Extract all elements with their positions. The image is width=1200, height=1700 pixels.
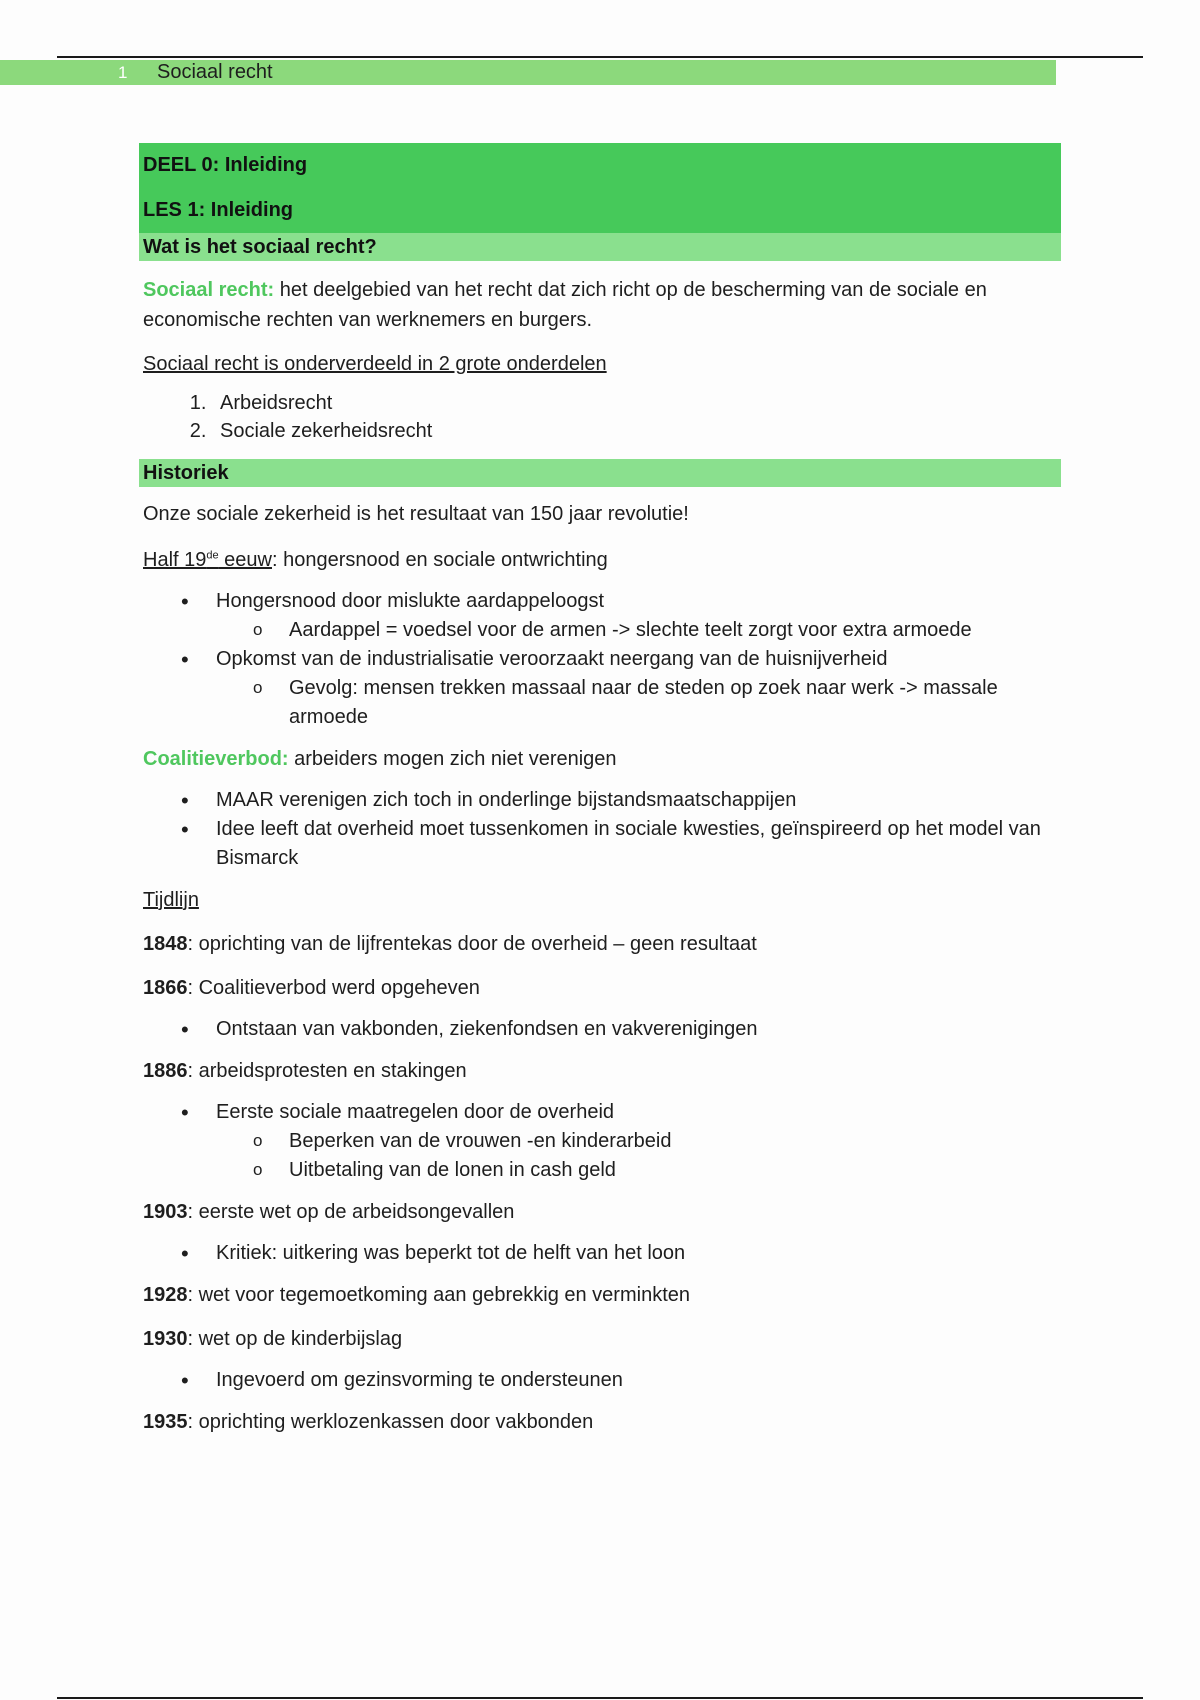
timeline-1903-list bbox=[139, 1239, 1061, 1268]
timeline-entry-1928: 1928: wet voor tegemoetkoming aan gebrekkig en verminkten bbox=[143, 1284, 690, 1306]
header-rule bbox=[57, 56, 1143, 58]
definition-paragraph bbox=[143, 275, 1057, 335]
chapter-header bbox=[0, 60, 1056, 85]
timeline-entry-1848: 1848: oprichting van de lijfrentekas door de overheid – geen resultaat bbox=[143, 933, 757, 955]
list-item: • Ingevoerd om gezinsvorming te ondersteunen bbox=[216, 1366, 1061, 1395]
sub-list-item: o Uitbetaling van de lonen in cash geld bbox=[289, 1156, 1061, 1185]
tijdlijn-label: Tijdlijn bbox=[143, 889, 199, 911]
sub-list-item: o Beperken van de vrouwen -en kinderarbeid bbox=[289, 1127, 1061, 1156]
sub-list-item: o Aardappel = voedsel voor de armen -> slechte teelt zorgt voor extra armoede bbox=[289, 616, 1061, 645]
heading-historiek: Historiek bbox=[139, 459, 1061, 487]
list-item: • Ontstaan van vakbonden, ziekenfondsen en vakverenigingen bbox=[216, 1015, 1061, 1044]
list-item: • Idee leeft dat overheid moet tussenkomen in sociale kwesties, geïnspireerd op het model van Bismarck bbox=[216, 815, 1061, 873]
timeline-entry-1866: 1866: Coalitieverbod werd opgeheven bbox=[143, 977, 480, 999]
chapter-title: Sociaal recht bbox=[157, 61, 273, 83]
heading-les: LES 1: Inleiding bbox=[139, 188, 1061, 233]
timeline-entry-1903: 1903: eerste wet op de arbeidsongevallen bbox=[143, 1201, 515, 1223]
coalitieverbod-term: Coalitieverbod: bbox=[143, 748, 289, 770]
half-19de-label: Half 19de eeuw bbox=[143, 549, 272, 571]
coalitieverbod-paragraph: Coalitieverbod: arbeiders mogen zich niet verenigen bbox=[143, 748, 617, 770]
list-item: • MAAR verenigen zich toch in onderlinge bijstandsmaatschappijen bbox=[216, 786, 1061, 815]
chapter-number: 1 bbox=[118, 62, 128, 82]
list-item: 2. Sociale zekerheidsrecht bbox=[212, 417, 1061, 445]
sub-list-item: o Gevolg: mensen trekken massaal naar de steden op zoek naar werk -> massale armoede bbox=[289, 674, 1061, 732]
timeline-1866-list bbox=[139, 1015, 1061, 1044]
onderdelen-intro: Sociaal recht is onderverdeeld in 2 grote onderdelen bbox=[143, 353, 607, 375]
list-item: • Eerste sociale maatregelen door de overheid o Beperken van de vrouwen -en kinderarbeid o Uitbetaling van de lonen in cash geld bbox=[216, 1098, 1061, 1185]
definition-text: het deelgebied van het recht dat zich richt op de bescherming van de sociale en economische rechten van werknemers en burgers. bbox=[143, 279, 987, 331]
list-item: • Hongersnood door mislukte aardappeloogst o Aardappel = voedsel voor de armen -> slechte teelt zorgt voor extra armoede bbox=[216, 587, 1061, 645]
timeline-entry-1930: 1930: wet op de kinderbijslag bbox=[143, 1328, 403, 1350]
timeline-1886-list bbox=[139, 1098, 1061, 1185]
timeline-entry-1886: 1886: arbeidsprotesten en stakingen bbox=[143, 1060, 467, 1082]
timeline-1930-list bbox=[139, 1366, 1061, 1395]
document-page bbox=[139, 143, 1061, 1437]
onderdelen-list bbox=[139, 389, 1061, 445]
definition-term: Sociaal recht: bbox=[143, 279, 275, 301]
list-item: • Opkomst van de industrialisatie veroorzaakt neergang van de huisnijverheid o Gevolg: mensen trekken massaal naar de steden op zoek naar werk -> massale armoede bbox=[216, 645, 1061, 732]
half-19de-list bbox=[139, 587, 1061, 732]
heading-wat-is: Wat is het sociaal recht? bbox=[139, 233, 1061, 261]
historiek-intro: Onze sociale zekerheid is het resultaat van 150 jaar revolutie! bbox=[143, 503, 689, 525]
list-item: 1. Arbeidsrecht bbox=[212, 389, 1061, 417]
coalitieverbod-list bbox=[139, 786, 1061, 873]
footer-rule bbox=[57, 1697, 1143, 1699]
list-item: • Kritiek: uitkering was beperkt tot de helft van het loon bbox=[216, 1239, 1061, 1268]
timeline-entry-1935: 1935: oprichting werklozenkassen door vakbonden bbox=[143, 1411, 594, 1433]
half-19de-eeuw: Half 19de eeuw: hongersnood en sociale ontwrichting bbox=[143, 549, 608, 571]
heading-deel: DEEL 0: Inleiding bbox=[139, 143, 1061, 188]
